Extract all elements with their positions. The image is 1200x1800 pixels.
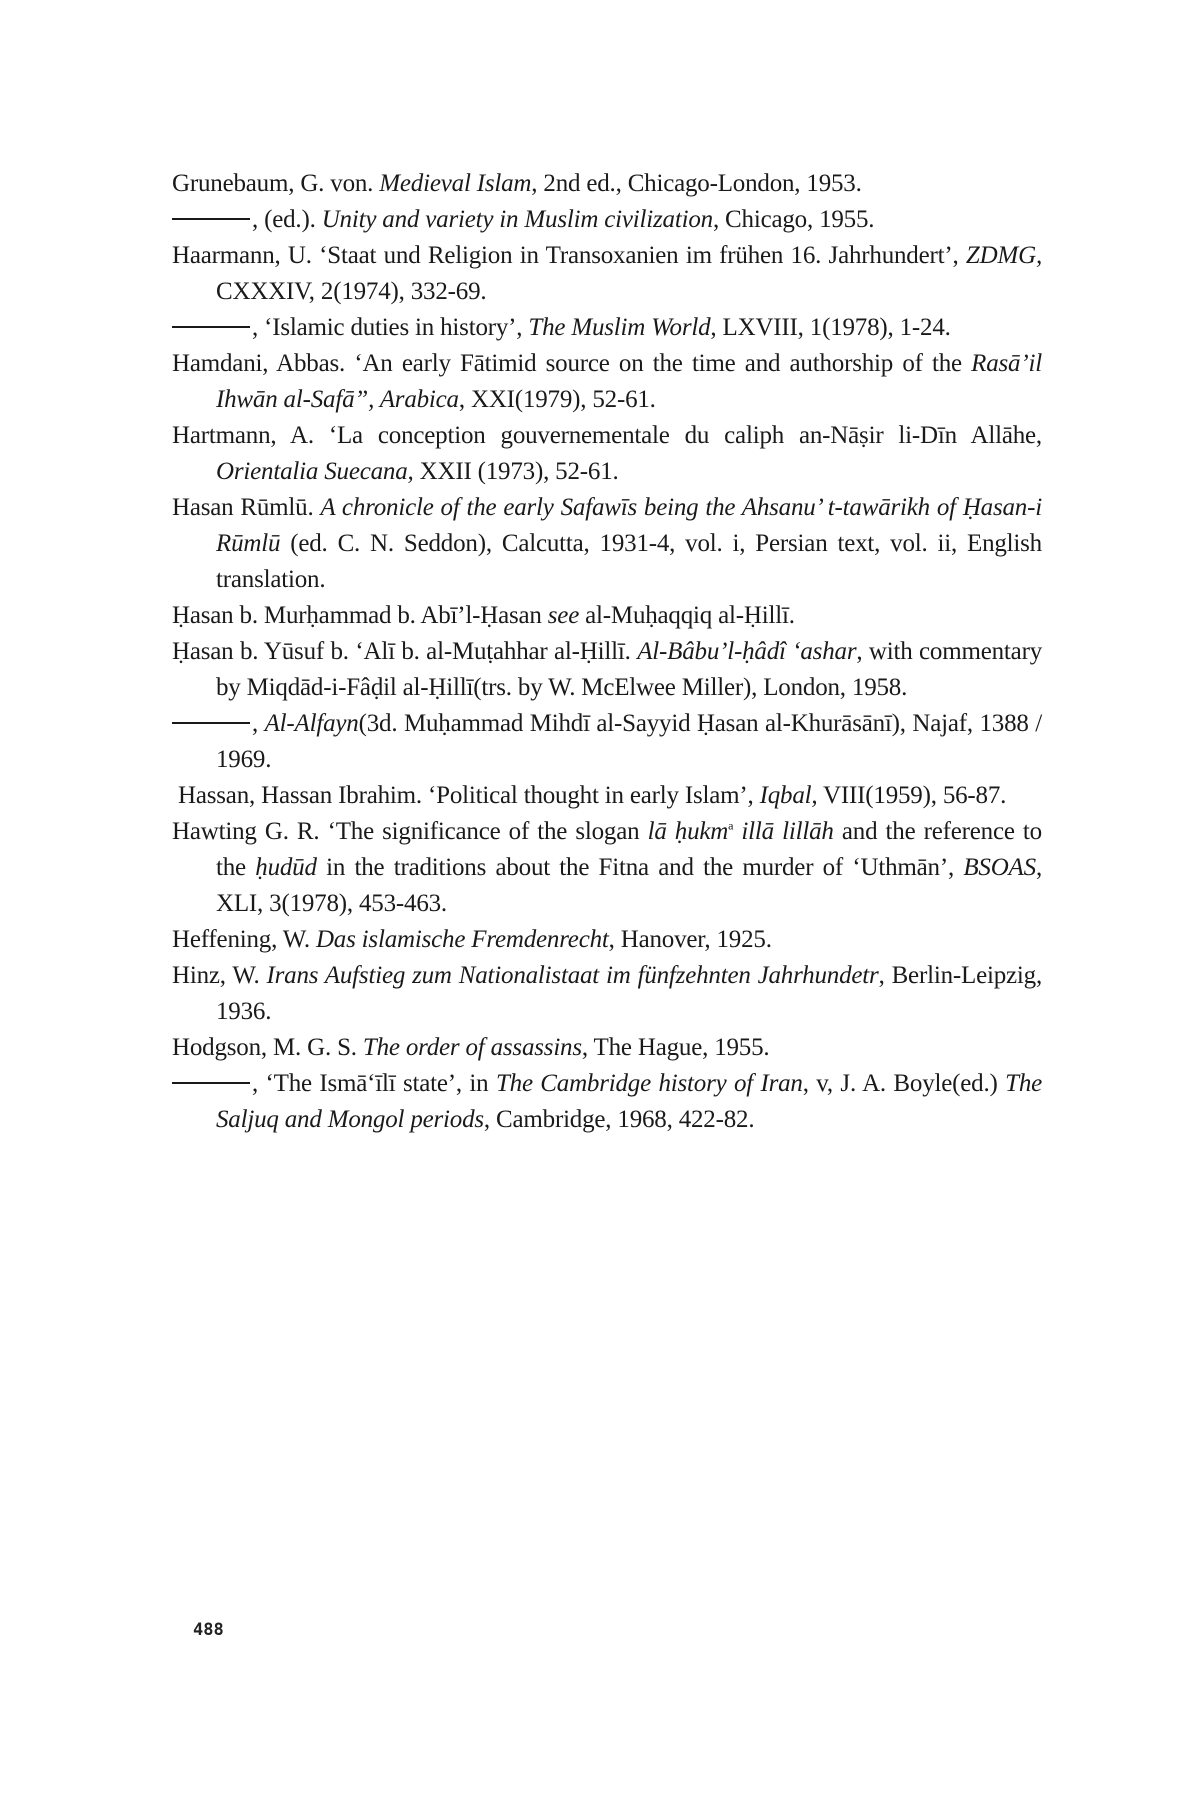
term: ḥudūd — [255, 854, 317, 881]
ditto-dash — [172, 722, 250, 724]
article-title: ‘The significance of the slogan — [327, 818, 648, 845]
author: Hartmann, A. — [172, 422, 329, 449]
publication-info: , v, J. A. Boyle(ed.) — [802, 1070, 1006, 1097]
title: A chronicle of the early Safawīs being the Ahsanu’ t-tawārikh of Ḥasan-i Rūmlū — [216, 494, 1042, 557]
article-title: ‘An early Fātimid source on the time and authorship of the — [354, 350, 972, 377]
journal: The Muslim World — [528, 314, 711, 341]
journal: BSOAS — [963, 854, 1036, 881]
bib-entry-hinz — [172, 958, 1042, 1030]
journal: Iqbal, — [759, 782, 818, 809]
title: Rasā’il Ihwān al-Safā”, Arabica — [216, 350, 1042, 413]
article-title: ‘La conception gouvernementale du caliph an-Nāṣir li-Dīn Allāhe, — [328, 422, 1042, 449]
bib-entry-hodgson-1 — [172, 1030, 1042, 1066]
author: Hinz, W. — [172, 962, 267, 989]
article-title-cont: and the reference to the — [216, 818, 1042, 881]
prefix: , (ed.). — [252, 206, 322, 233]
author: Heffening, W. — [172, 926, 316, 953]
article-title: , ‘Islamic duties in history’, — [252, 314, 529, 341]
bib-entry-hodgson-2 — [172, 1066, 1042, 1138]
publication-info: , Hanover, 1925. — [608, 926, 772, 953]
ditto-dash — [172, 326, 250, 328]
article-title-cont: in the traditions about the Fitna and the murder of ‘Uthmān’, — [316, 854, 964, 881]
author: Hasan Rūmlū. — [172, 494, 321, 521]
title: Unity and variety in Muslim civilization — [321, 206, 713, 233]
publication-info: XXII (1973), 52-61. — [413, 458, 619, 485]
publication-info: , XXI(1979), 52-61. — [458, 386, 656, 413]
journal: ZDMG, — [965, 242, 1042, 269]
bib-entry-hasan-yusuf — [172, 634, 1042, 706]
publication-info: (3d. Muḥammad Mihdī al-Sayyid Ḥasan al-Khurāsānī), Najaf, 1388 / 1969. — [216, 710, 1042, 773]
ditto-dash — [172, 218, 250, 220]
bib-entry-grunebaum-1 — [172, 166, 1042, 202]
publication-info: , 2nd ed., Chicago-London, 1953. — [531, 170, 862, 197]
ditto-dash — [172, 1082, 250, 1084]
bib-entry-hasan-muhammad — [172, 598, 1042, 634]
publication-info: , Berlin-Leipzig, 1936. — [216, 962, 1043, 1025]
article-title: ‘Political thought in early Islam’, — [428, 782, 760, 809]
bib-entry-hasan-rumlu — [172, 490, 1042, 598]
publication-info: CXXXIV, 2(1974), 332-69. — [216, 278, 487, 305]
title: Das islamische Fremdenrecht — [315, 926, 609, 953]
author: Hawting G. R. — [172, 818, 328, 845]
bib-entry-haarmann-2 — [172, 310, 1042, 346]
title: The Cambridge history of Iran — [495, 1070, 803, 1097]
term: lā ḥukm — [647, 818, 729, 845]
publication-info: , with commentary by Miqdād-i-Fâḍil al-Ḥillī(trs. by W. McElwee Miller), London, 1958. — [216, 638, 1042, 701]
cross-reference: al-Muḥaqqiq al-Ḥillī. — [579, 602, 795, 629]
author: Hodgson, M. G. S. — [172, 1034, 363, 1061]
subtitle: The Saljuq and Mongol periods — [216, 1070, 1043, 1133]
title: Irans Aufstieg zum Nationalistaat im fünfzehnten Jahrhundetr — [266, 962, 879, 989]
author: Ḥasan b. Yūsuf b. ‘Alī b. al-Muṭahhar al-Ḥillī. — [172, 638, 638, 665]
publication-info: , LXVIII, 1(1978), 1-24. — [710, 314, 951, 341]
author: Hassan, Hassan Ibrahim. — [178, 782, 428, 809]
title: Al-Bâbu’l-ḥâdî ‘ashar — [637, 638, 857, 665]
author: Grunebaum, G. von. — [172, 170, 380, 197]
title: The order of assassins — [362, 1034, 582, 1061]
bib-entry-al-alfayn — [172, 706, 1042, 778]
bib-entry-heffening — [172, 922, 1042, 958]
see-reference: see — [547, 602, 580, 629]
bib-entry-hartmann — [172, 418, 1042, 490]
journal: Orientalia Suecana, — [216, 458, 414, 485]
bibliography-list — [172, 166, 1042, 1138]
title: Al-Alfayn — [264, 710, 359, 737]
bib-entry-grunebaum-2 — [172, 202, 1042, 238]
superscript: a — [728, 818, 734, 833]
article-title: , ‘The Ismā‘īlī state’, in — [252, 1070, 496, 1097]
author: Hamdani, Abbas. — [172, 350, 355, 377]
prefix: , — [252, 710, 265, 737]
title: Medieval Islam — [379, 170, 532, 197]
bib-entry-hawting — [172, 814, 1042, 922]
author: Ḥasan b. Murḥammad b. Abī’l-Ḥasan — [172, 602, 548, 629]
author: Haarmann, U. — [172, 242, 320, 269]
publication-info: VIII(1959), 56-87. — [817, 782, 1007, 809]
publication-info: , XLI, 3(1978), 453-463. — [216, 854, 1042, 917]
article-title: ‘Staat und Religion in Transoxanien im frühen 16. Jahrhundert’, — [319, 242, 966, 269]
bib-entry-hassan — [178, 778, 1042, 814]
term: illā lillāh — [733, 818, 834, 845]
publication-info: , Chicago, 1955. — [712, 206, 875, 233]
publication-info: (ed. C. N. Seddon), Calcutta, 1931-4, vol. i, Persian text, vol. ii, English translation. — [216, 530, 1042, 593]
publication-info: , Cambridge, 1968, 422-82. — [483, 1106, 755, 1133]
page-number: 488 — [193, 1620, 224, 1640]
publication-info: , The Hague, 1955. — [581, 1034, 770, 1061]
bib-entry-hamdani — [172, 346, 1042, 418]
bib-entry-haarmann-1 — [172, 238, 1042, 310]
